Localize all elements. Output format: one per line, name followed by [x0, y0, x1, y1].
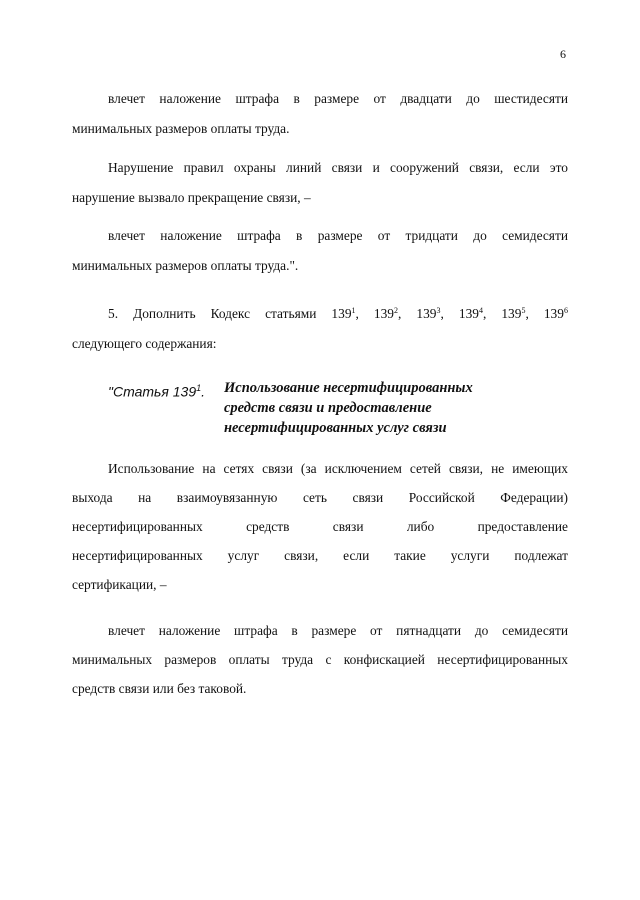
text-line: влечет наложение штрафа в размере от тридцати до семидесяти [108, 228, 568, 243]
text-line: влечет наложение штрафа в размере от двадцати до шестидесяти [108, 91, 568, 106]
text-line: следующего содержания: [72, 336, 217, 351]
article-ref: $139^4$, [458, 306, 487, 321]
text-line: минимальных размеров оплаты труда с конфискацией несертифицированных [72, 652, 568, 667]
paragraph-fine-thirty-seventy [72, 226, 568, 276]
text-line: Использование на сетях связи (за исключением сетей связи, не имеющих [108, 461, 568, 476]
article-ref: $139^6$ [543, 306, 568, 321]
text-line: минимальных размеров оплаты труда.". [72, 258, 299, 273]
article-ref: $139^1$, [331, 306, 359, 321]
article-ref: $139^5$, [501, 306, 529, 321]
amendment-prefix: 5. Дополнить Кодекс статьями [108, 306, 317, 321]
text-line: сертификации, – [72, 577, 167, 592]
title-line: Использование несертифицированных [224, 380, 473, 396]
paragraph-amendment [72, 301, 568, 354]
text-line: выхода на взаимоувязанную сеть связи Российской Федерации) [72, 490, 568, 505]
text-line: несертифицированных средств связи либо предоставление [72, 519, 568, 534]
text-line: нарушение вызвало прекращение связи, – [72, 190, 311, 205]
page-number: 6 [560, 47, 566, 61]
article-ref: $139^2$, [373, 306, 402, 321]
title-line: средств связи и предоставление [224, 400, 432, 416]
paragraph-violation-rules [72, 158, 568, 208]
text-line: Нарушение правил охраны линий связи и сооружений связи, если это [108, 160, 568, 175]
text-line: средств связи или без таковой. [72, 681, 247, 696]
article-body [72, 458, 568, 596]
paragraph-fine-twenty-sixty [72, 89, 568, 139]
text-line: влечет наложение штрафа в размере от пятнадцати до семидесяти [108, 623, 568, 638]
title-line: несертифицированных услуг связи [224, 420, 447, 436]
article-title [224, 378, 473, 438]
text-line: минимальных размеров оплаты труда. [72, 121, 290, 136]
article-ref: $139^3$, [416, 306, 444, 321]
text-line: несертифицированных услуг связи, если такие услуги подлежат [72, 548, 568, 563]
article-penalty [72, 620, 568, 700]
article-label: "Статья $139^1$. [108, 383, 206, 400]
amendment-line [72, 301, 568, 324]
